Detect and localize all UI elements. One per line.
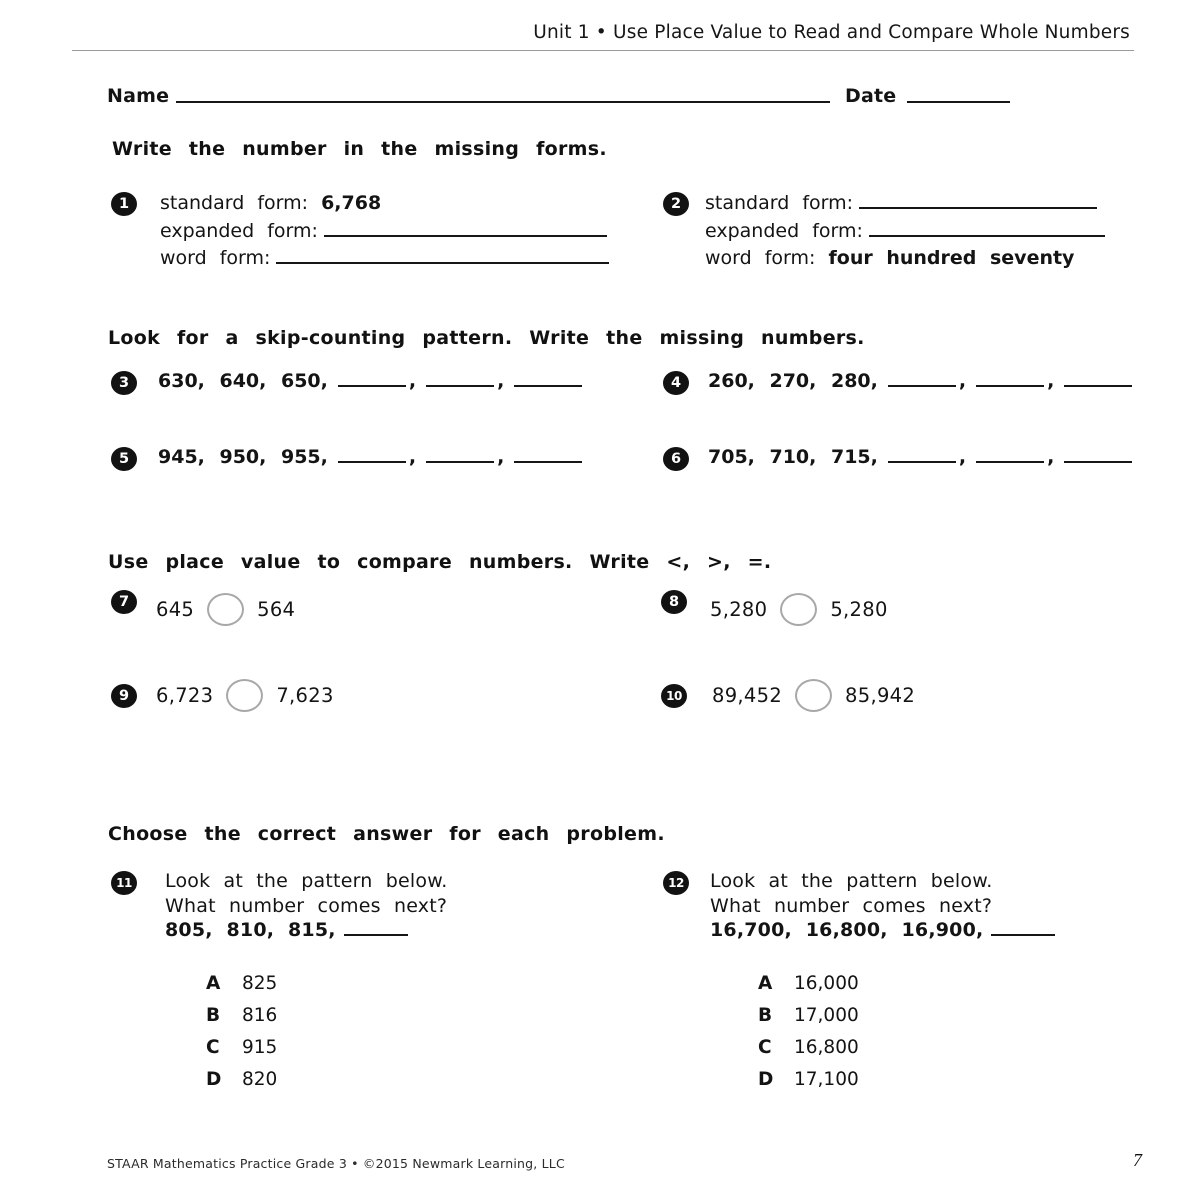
- answer-choice[interactable]: [206, 1032, 277, 1064]
- answer-choice[interactable]: [206, 1000, 277, 1032]
- form-row: [160, 218, 609, 246]
- choice-value: 17,100: [794, 1069, 859, 1090]
- choice-value: 820: [242, 1069, 278, 1090]
- choice-value: 16,000: [794, 973, 859, 994]
- sequence-text: 945, 950, 955,: [158, 446, 328, 468]
- choice-value: 825: [242, 973, 278, 994]
- problem-7-comparison: [156, 593, 295, 626]
- compare-left-number: 6,723: [156, 684, 214, 707]
- word-form-blank[interactable]: [276, 249, 609, 264]
- form-row: [705, 218, 1105, 246]
- choice-value: 816: [242, 1005, 278, 1026]
- answer-choice[interactable]: [758, 968, 859, 1000]
- problem-number-badge: 7: [111, 590, 137, 614]
- compare-right-number: 5,280: [830, 598, 888, 621]
- question-line: Look at the pattern below.: [710, 870, 993, 892]
- compare-left-number: 89,452: [712, 684, 783, 707]
- section-heading-skip-counting: Look for a skip-counting pattern. Write the missing numbers.: [108, 327, 865, 349]
- compare-right-number: 85,942: [845, 684, 916, 707]
- sequence-blank[interactable]: [514, 372, 582, 387]
- question-sequence: 805, 810, 815,: [165, 918, 447, 943]
- problem-number-badge: 10: [661, 684, 687, 708]
- problem-9-comparison: [156, 679, 334, 712]
- problem-5-sequence: 945, 950, 955, , ,: [158, 446, 585, 468]
- section-heading-forms: Write the number in the missing forms.: [112, 138, 607, 160]
- form-row: [705, 190, 1105, 218]
- standard-form-blank[interactable]: [859, 194, 1097, 209]
- problem-8-comparison: [710, 593, 888, 626]
- problem-10-comparison: [712, 679, 915, 712]
- form-label: expanded form:: [705, 219, 863, 242]
- sequence-text: 630, 640, 650,: [158, 370, 328, 392]
- problem-number-badge: 11: [111, 871, 137, 895]
- choice-letter: B: [758, 1005, 773, 1026]
- sequence-blank[interactable]: [426, 372, 494, 387]
- sequence-blank[interactable]: [1064, 372, 1132, 387]
- compare-right-number: 564: [257, 598, 296, 621]
- sequence-blank[interactable]: [338, 372, 406, 387]
- problem-11-choices: [206, 968, 277, 1096]
- choice-letter: C: [206, 1037, 220, 1058]
- form-row: [160, 245, 609, 273]
- comparison-answer-circle[interactable]: [226, 679, 263, 712]
- answer-blank[interactable]: [344, 921, 408, 936]
- problem-number-badge: 12: [663, 871, 689, 895]
- choice-letter: A: [758, 973, 773, 994]
- choice-value: 915: [242, 1037, 278, 1058]
- problem-3-sequence: 630, 640, 650, , ,: [158, 370, 585, 392]
- question-line: Look at the pattern below.: [165, 870, 448, 892]
- sequence-text: 260, 270, 280,: [708, 370, 878, 392]
- header-rule: [72, 50, 1134, 51]
- choice-letter: C: [758, 1037, 772, 1058]
- problem-number-badge: 5: [111, 447, 137, 471]
- compare-left-number: 645: [156, 598, 195, 621]
- unit-header-title: Unit 1 • Use Place Value to Read and Compare Whole Numbers: [533, 22, 1130, 43]
- comparison-answer-circle[interactable]: [780, 593, 817, 626]
- section-heading-compare: Use place value to compare numbers. Write <, >, =.: [108, 551, 772, 573]
- form-row: [705, 245, 1105, 273]
- problem-12-question: [710, 869, 1055, 943]
- problem-number-badge: 6: [663, 447, 689, 471]
- name-label: Name: [107, 85, 170, 107]
- answer-blank[interactable]: [991, 921, 1055, 936]
- problem-number-badge: 8: [661, 590, 687, 614]
- problem-number-badge: 9: [111, 684, 137, 708]
- form-label: word form:: [160, 247, 271, 269]
- compare-left-number: 5,280: [710, 598, 768, 621]
- sequence-blank[interactable]: [888, 372, 956, 387]
- choice-letter: D: [758, 1069, 774, 1090]
- sequence-blank[interactable]: [976, 448, 1044, 463]
- choice-letter: D: [206, 1069, 222, 1090]
- answer-choice[interactable]: [758, 1032, 859, 1064]
- question-sequence: 16,700, 16,800, 16,900,: [710, 918, 1055, 943]
- question-line: What number comes next?: [710, 894, 993, 917]
- question-line: What number comes next?: [165, 894, 448, 917]
- form-label: standard form:: [705, 192, 854, 214]
- comparison-answer-circle[interactable]: [795, 679, 832, 712]
- expanded-form-blank[interactable]: [324, 222, 607, 237]
- form-label: expanded form:: [160, 219, 318, 242]
- sequence-blank[interactable]: [976, 372, 1044, 387]
- choice-value: 17,000: [794, 1005, 859, 1026]
- answer-choice[interactable]: [758, 1064, 859, 1096]
- form-row: [160, 190, 609, 218]
- sequence-blank[interactable]: [338, 448, 406, 463]
- answer-choice[interactable]: [206, 1064, 277, 1096]
- sequence-blank[interactable]: [888, 448, 956, 463]
- page-number: 7: [1133, 1150, 1142, 1170]
- form-label: standard form:: [160, 192, 309, 214]
- sequence-blank[interactable]: [426, 448, 494, 463]
- choice-value: 16,800: [794, 1037, 859, 1058]
- problem-11-question: [165, 869, 447, 943]
- choice-letter: A: [206, 973, 221, 994]
- footer-credit: STAAR Mathematics Practice Grade 3 • ©2015 Newmark Learning, LLC: [107, 1156, 565, 1171]
- date-label: Date: [845, 85, 897, 107]
- section-heading-multiple-choice: Choose the correct answer for each problem.: [108, 823, 665, 845]
- problem-2-body: [705, 190, 1105, 273]
- problem-6-sequence: 705, 710, 715, , ,: [708, 446, 1135, 468]
- standard-form-value: 6,768: [321, 192, 382, 214]
- choice-letter: B: [206, 1005, 221, 1026]
- sequence-blank[interactable]: [514, 448, 582, 463]
- answer-choice[interactable]: [758, 1000, 859, 1032]
- problem-4-sequence: 260, 270, 280, , ,: [708, 370, 1135, 392]
- sequence-text: 705, 710, 715,: [708, 446, 878, 468]
- form-label: word form:: [705, 247, 816, 269]
- compare-right-number: 7,623: [276, 684, 334, 707]
- problem-12-choices: [758, 968, 859, 1096]
- problem-number-badge: 4: [663, 371, 689, 395]
- problem-number-badge: 3: [111, 371, 137, 395]
- problem-number-badge: 2: [663, 192, 689, 216]
- word-form-value: four hundred seventy: [828, 247, 1075, 269]
- name-blank[interactable]: [176, 88, 830, 103]
- problem-number-badge: 1: [111, 192, 137, 216]
- sequence-blank[interactable]: [1064, 448, 1132, 463]
- problem-1-body: [160, 190, 609, 273]
- date-blank[interactable]: [907, 88, 1010, 103]
- comparison-answer-circle[interactable]: [207, 593, 244, 626]
- expanded-form-blank[interactable]: [869, 222, 1105, 237]
- answer-choice[interactable]: [206, 968, 277, 1000]
